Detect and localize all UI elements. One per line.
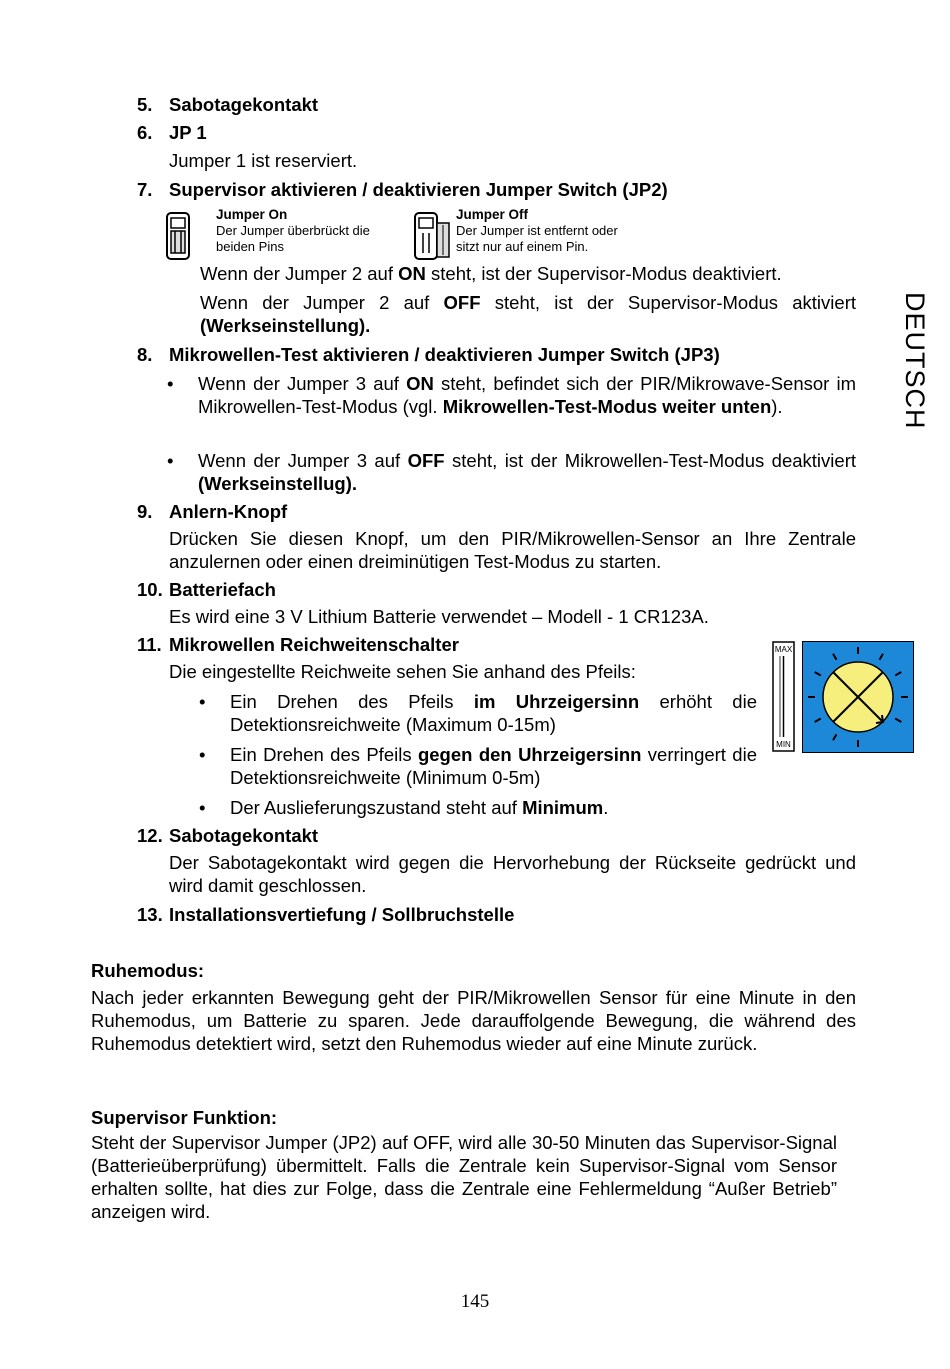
item-11-title: Mikrowellen Reichweitenschalter — [169, 634, 459, 655]
jumper-on-title: Jumper On — [216, 207, 288, 222]
item-13-number: 13. — [137, 904, 163, 925]
range-scale — [772, 641, 796, 753]
bullet: • — [167, 373, 174, 394]
item-9-title: Anlern-Knopf — [169, 501, 288, 522]
item-6-title: JP 1 — [169, 122, 207, 143]
jumper3-on-text: Wenn der Jumper 3 auf ON steht, befindet sich der PIR/Mikrowave-Sensor im Mikrowellen-Test-Modus (vgl. Mikrowellen-Test-Modus weiter unten). — [198, 373, 856, 417]
item-7-title: Supervisor aktivieren / deaktivieren Jumper Switch (JP2) — [169, 179, 668, 200]
bullet: • — [199, 691, 206, 712]
jumper-on-icon — [165, 211, 191, 261]
range-dial-icon — [802, 641, 914, 753]
item-6-number: 6. — [137, 122, 153, 143]
bullet: • — [199, 797, 206, 818]
item-10-text: Es wird eine 3 V Lithium Batterie verwendet – Modell - 1 CR123A. — [169, 606, 709, 627]
scale-min-label: MIN — [776, 740, 791, 749]
counterclockwise-text: Ein Drehen des Pfeils gegen den Uhrzeigersinn verringert die Detektionsreichweite (Minimum 0-5m) — [230, 744, 757, 788]
item-5-title: Sabotagekontakt — [169, 94, 319, 115]
item-8-number: 8. — [137, 344, 153, 365]
jumper2-off-text: Wenn der Jumper 2 auf OFF steht, ist der Supervisor-Modus aktiviert — [200, 292, 856, 313]
item-13-title: Installationsvertiefung / Sollbruchstelle — [169, 904, 515, 925]
jumper-on-desc-1: Der Jumper überbrückt die — [216, 223, 370, 238]
item-8-title: Mikrowellen-Test aktivieren / deaktivieren Jumper Switch (JP3) — [169, 344, 720, 365]
supervisor-heading: Supervisor Funktion: — [91, 1107, 278, 1128]
ruhemodus-text: Nach jeder erkannten Bewegung geht der PIR/Mikrowellen Sensor für eine Minute in den Ruhemodus, um Batterie zu sparen. Jede darauffolgende Bewegung, die während des Ruhemodus detektiert wird, setzt den Ruhemodus wieder auf eine Minute zurück. — [91, 987, 856, 1054]
item-9-number: 9. — [137, 501, 153, 522]
item-10-title: Batteriefach — [169, 579, 276, 600]
scale-max-label: MAX — [774, 645, 793, 654]
jumper-off-title: Jumper Off — [456, 207, 529, 222]
item-11-number: 11. — [137, 634, 162, 655]
item-5-number: 5. — [137, 94, 153, 115]
default-setting-text: Der Auslieferungszustand steht auf Minimum. — [230, 797, 609, 818]
language-side-label: DEUTSCH — [900, 292, 930, 430]
item-9-text: Drücken Sie diesen Knopf, um den PIR/Mikrowellen-Sensor an Ihre Zentrale anzulernen oder einen dreiminütigen Test-Modus zu starten. — [169, 528, 856, 572]
item-12-text: Der Sabotagekontakt wird gegen die Hervorhebung der Rückseite gedrückt und wird damit geschlossen. — [169, 852, 856, 896]
item-12-title: Sabotagekontakt — [169, 825, 319, 846]
item-7-number: 7. — [137, 179, 153, 200]
jumper3-off-text: Wenn der Jumper 3 auf OFF steht, ist der Mikrowellen-Test-Modus deaktiviert (Werkseinstellug). — [198, 450, 856, 494]
item-10-number: 10. — [137, 579, 163, 600]
item-11-text: Die eingestellte Reichweite sehen Sie anhand des Pfeils: — [169, 661, 636, 682]
bullet: • — [167, 450, 174, 471]
jumper2-off-default: (Werkseinstellung). — [200, 315, 371, 336]
jumper2-on-text: Wenn der Jumper 2 auf ON steht, ist der Supervisor-Modus deaktiviert. — [200, 263, 782, 284]
jumper-off-icon — [413, 211, 453, 261]
jumper-on-desc-2: beiden Pins — [216, 239, 284, 254]
jumper-off-desc-1: Der Jumper ist entfernt oder — [456, 223, 618, 238]
ruhemodus-heading: Ruhemodus: — [91, 960, 205, 981]
bullet: • — [199, 744, 206, 765]
supervisor-text: Steht der Supervisor Jumper (JP2) auf OFF, wird alle 30-50 Minuten das Supervisor-Signal (Batterieüberprüfung) übermittelt. Falls die Zentrale kein Supervisor-Signal vom Sensor erhalten sollte, hat dies zur Folge, dass die Zentrale eine Fehlermeldung “Außer Betrieb” anzeigen wird. — [91, 1132, 837, 1222]
item-6-text: Jumper 1 ist reserviert. — [169, 150, 358, 171]
jumper-off-desc-2: sitzt nur auf einem Pin. — [456, 239, 589, 254]
page-number: 145 — [460, 1291, 490, 1312]
clockwise-text: Ein Drehen des Pfeils im Uhrzeigersinn erhöht die Detektionsreichweite (Maximum 0-15m) — [230, 691, 757, 735]
item-12-number: 12. — [137, 825, 163, 846]
